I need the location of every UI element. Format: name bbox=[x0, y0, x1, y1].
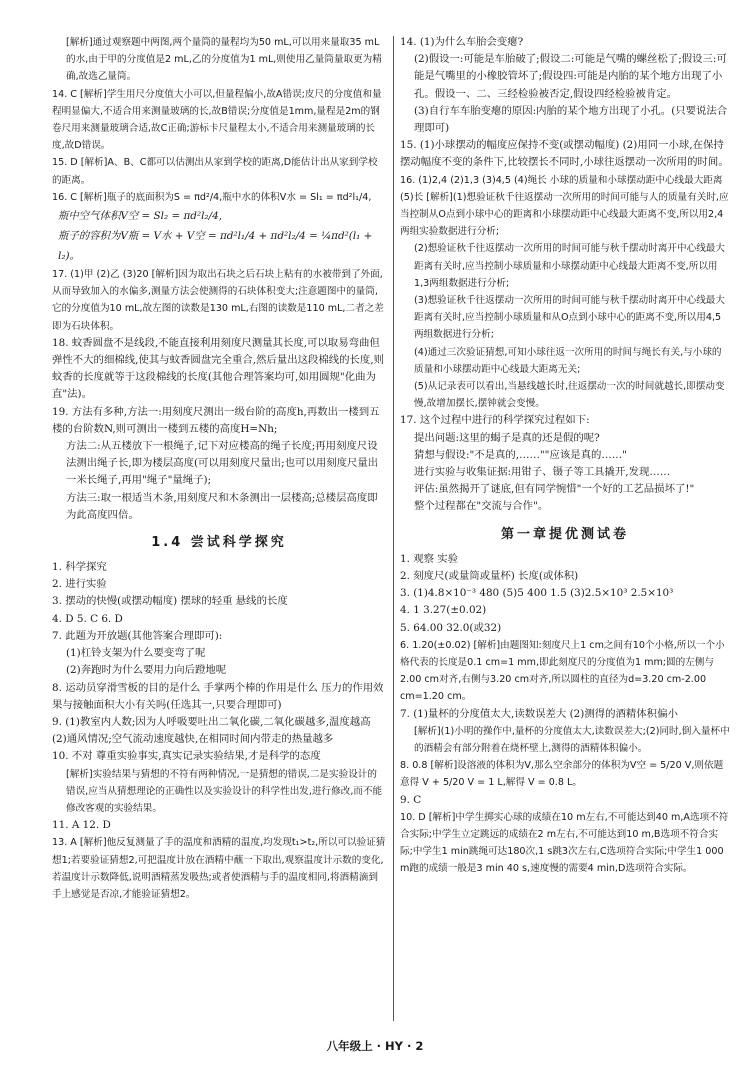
section-title-chapter-test: 第一章提优测试卷 bbox=[500, 526, 629, 542]
answer-item: 瓶子的容积为V瓶 = V水 + V空 = πd²l₁/4 + πd²l₂/4 = ¼πd²(l₁ + l₂)。 bbox=[58, 230, 373, 263]
section-title-1-4: 1.4 尝试科学探究 bbox=[151, 535, 287, 551]
answer-item: 猜想与假设:"不是真的,……""应该是真的……" bbox=[414, 448, 627, 461]
answer-item: 17. (1)甲 (2)乙 (3)20 [解析]因为取出石块之后石块上粘有的水被带到了外面,从而导致加入的水偏多,测量方法会使测得的石块体积变大;注意题图中的量筒,它的分度值为10 mL,故左图的读数是130 mL,右图的读数是110 mL,二者之差即为石块体积。 bbox=[52, 269, 384, 332]
left-answers-section bbox=[52, 559, 386, 903]
answer-item: 提出问题:这里的蝎子是真的还是假的呢? bbox=[414, 431, 600, 444]
answer-item: 整个过程都在"交流与合作"。 bbox=[414, 500, 549, 513]
answer-item: 4. 1 3.27(±0.02) bbox=[400, 604, 487, 617]
left-column bbox=[52, 34, 386, 903]
answer-item: 7. 此题为开放题(其他答案合理即可): bbox=[52, 629, 223, 642]
answer-item: (5)从记录表可以看出,当悬线越长时,往返摆动一次的时间就越长,即摆动变慢,故增加摆长,摆钟就会变慢。 bbox=[414, 381, 725, 410]
answer-item: (4)通过三次验证猜想,可知小球往返一次所用的时间与绳长有关,与小球的质量和小球摆动距中心线最大距离无关; bbox=[414, 346, 722, 375]
answer-item: 17. 这个过程中进行的科学探究过程如下: bbox=[400, 414, 590, 427]
answer-item: [解析]通过观察题中两图,两个量筒的量程均为50 mL,可以用来量取35 mL的水,由于甲的分度值是2 mL,乙的分度值为1 mL,则使用乙量筒量取更为精确,故选乙量筒。 bbox=[66, 37, 382, 83]
answer-item: (3)自行车车胎变瘪的原因:内胎的某个地方出现了小孔。(只要说法合理即可) bbox=[414, 104, 728, 135]
answer-item: 2. 进行实验 bbox=[52, 578, 107, 591]
answer-item: 16. C [解析]瓶子的底面积为S = πd²/4,瓶中水的体积V水 = Sl₁ = πd²l₁/4, bbox=[52, 191, 372, 203]
answer-item: 6. 1.20(±0.02) [解析]由题图知:刻度尺上1 cm之间有10个小格,所以一个小格代表的长度是0.1 cm=1 mm,即此刻度尺的分度值为1 mm;圆的左侧与2.00 cm对齐,右侧与3.20 cm对齐,所以圆柱的直径为d=3.20 cm-2.00 cm=1.20 cm。 bbox=[400, 639, 725, 703]
answer-item: 14. C [解析]学生用尺分度值大小可以,但量程偏小,故A错误;皮尺的分度值和量程明显偏大,不适合用来测量玻璃的长,故B错误;分度值是1mm,量程是2m的钢卷尺用来测量玻璃合适,故C正确;游标卡尺量程太小,不适合用来测量玻璃的长度,故D错误。 bbox=[52, 88, 382, 152]
answer-item: (2)奔跑时为什么要用力向后蹬地呢 bbox=[66, 664, 227, 677]
answer-item: 8. 运动员穿滑雪板的目的是什么 手掌两个棒的作用是什么 压力的作用效果与接触面积大小有关吗(任选其一,只要合理即可) bbox=[52, 681, 384, 711]
answer-item: 进行实验与收集证据:用钳子、镊子等工具撬开,发现…… bbox=[414, 466, 671, 479]
answer-item: 16. (1)2,4 (2)1,3 (3)4,5 (4)绳长 小球的质量和小球摆动距中心线最大距离 (5)长 [解析](1)想验证秋千往返摆动一次所用的时间可能与人的质量有关时,应当控制从O点到小球中心的距离和小球摆动距中心线最大距离不变,所以用2,4两组实验数据进行分析; bbox=[400, 174, 729, 238]
answer-item: [解析]实验结果与猜想的不符有两种情况,一是猜想的错误,二是实验设计的错误,应当从猜想理论的正确性以及实验设计的科学性出发,进行修改,而不能修改客观的实验结果。 bbox=[66, 768, 383, 814]
answer-item: 7. (1)量杯的分度值太大,读数误差大 (2)测得的酒精体积偏小 bbox=[400, 707, 678, 720]
answer-item: 方法三:取一根适当木条,用刻度尺和木条测出一层楼高;总楼层高度即为此高度四倍。 bbox=[66, 491, 378, 521]
answer-item: 13. A [解析]他反复测量了手的温度和酒精的温度,均发现t₁>t₂,所以可以验证猜想1;若要验证猜想2,可把温度计放在酒精中蘸一下取出,观察温度计示数的变化,若温度计示数降低,说明酒精蒸发吸热;或者使酒精与手的温度相同,将酒精滴到手上感觉是否凉,才能验证猜想2。 bbox=[52, 837, 386, 900]
answer-item: 19. 方法有多种,方法一:用刻度尺测出一级台阶的高度h,再数出一楼到五楼的台阶数N,则可测出一楼到五楼的高度H=Nh; bbox=[52, 405, 380, 435]
answer-item: [解析](1)小明的操作中,量杯的分度值太大,读数误差大;(2)同时,倒入量杯中的酒精会有部分附着在烧杯壁上,测得的酒精体积偏小。 bbox=[414, 725, 730, 754]
answer-item: 1. 科学探究 bbox=[52, 561, 107, 574]
answer-item: 10. 不对 尊重实验事实,真实记录实验结果,才是科学的态度 bbox=[52, 750, 321, 763]
answer-item: 2. 刻度尺(或量筒或量杯) 长度(或体积) bbox=[400, 569, 579, 582]
answer-item: 3. (1)4.8×10⁻³ 480 (5)5 400 1.5 (3)2.5×10³ 2.5×10³ bbox=[400, 587, 674, 600]
answer-item: (3)想验证秋千往返摆动一次所用的时间可能与秋千摆动时离开中心线最大距离有关时,应当控制小球质量和从O点到小球中心的距离不变,所以用4,5两组数据进行分析; bbox=[414, 295, 725, 341]
answer-item: 15. D [解析]A、B、C都可以估测出从家到学校的距离,D能估计出从家到学校的距离。 bbox=[52, 157, 378, 186]
answer-item: (2)想验证秋千往返摆动一次所用的时间可能与秋千摆动时离开中心线最大距离有关时,应当控制小球质量和小球摆动距中心线最大距离不变,所以用1,3两组数据进行分析; bbox=[414, 243, 725, 289]
answer-item: (1)杠铃支架为什么要变弯了呢 bbox=[66, 647, 206, 660]
answer-item: 4. D 5. C 6. D bbox=[52, 612, 123, 625]
answer-item: 5. 64.00 32.0(或32) bbox=[400, 621, 502, 634]
answer-item: 10. D [解析]中学生掷实心球的成绩在10 m左右,不可能达到40 m,A选项不符合实际;中学生立定跳远的成绩在2 m左右,不可能达到10 m,B选项不符合实际;中学生1 min跳绳可达180次,1 s跳3次左右,C选项符合实际;中学生1 000 m跑的成绩一般是3 min 40 s,速度慢的需要4 min,D选项符合实际。 bbox=[400, 811, 729, 875]
answer-item: 1. 观察 实验 bbox=[400, 552, 459, 565]
page-footer: 八年级上 · HY · 2 bbox=[326, 1039, 424, 1053]
answer-item: 方法二:从五楼放下一根绳子,记下对应楼高的绳子长度;再用刻度尺设法测出绳子长,即为楼层高度(可以用刻度尺量出;也可以用刻度尺量出一米长绳子,再用"绳子"量绳子); bbox=[66, 440, 379, 487]
answer-item: 15. (1)小球摆动的幅度应保持不变(或摆动幅度) (2)用同一小球,在保持摆动幅度不变的条件下,比较摆长不同时,小球往返摆动一次所用的时间。 bbox=[400, 139, 729, 169]
answer-item: 9. (1)教室内人数;因为人呼吸要吐出二氧化碳,二氧化碳越多,温度越高 (2)通风情况;空气流动速度越快,在相同时间内带走的热量越多 bbox=[52, 715, 371, 746]
answer-item: 瓶中空气体积V空 = Sl₂ = πd²l₂/4, bbox=[58, 210, 223, 223]
answer-item: 11. A 12. D bbox=[52, 819, 111, 832]
answer-item: 9. C bbox=[400, 793, 422, 806]
answer-item: 14. (1)为什么车胎会变瘪? bbox=[400, 36, 524, 48]
left-answers-top bbox=[52, 34, 386, 524]
column-divider bbox=[393, 36, 394, 1021]
right-answers-section bbox=[400, 551, 730, 878]
answer-item: 评估:虽然揭开了谜底,但有同学惋惜"一个好的工艺品损坏了!" bbox=[414, 483, 695, 496]
answer-item: 8. 0.8 [解析]设溶液的体积为V,那么空余部分的体积为V空 = 5/20 V,则依题意得 V + 5/20 V = 1 L,解得 V = 0.8 L。 bbox=[400, 760, 724, 789]
right-column bbox=[400, 34, 730, 878]
answer-item: 18. 蚊香圆盘不是线段,不能直接利用刻度尺测量其长度,可以取易弯曲但弹性不大的细棉线,使其与蚊香圆盘完全重合,然后量出这段棉线的长度,则蚊香的长度就等于这段棉线的长度(其他合理答案均可,如用圆规"化曲为直"法)。 bbox=[52, 336, 385, 401]
right-answers-top bbox=[400, 34, 730, 516]
answer-item: 3. 摆动的快慢(或摆动幅度) 摆球的轻重 悬线的长度 bbox=[52, 595, 288, 608]
answer-item: (2)假设一:可能是车胎破了;假设二:可能是气嘴的螺丝松了;假设三:可能是气嘴里的小橡胶管坏了;假设四:可能是内胎的某个地方出现了小孔。假设一、二、三经检验被否定,假设四经检验被肯定。 bbox=[414, 53, 727, 100]
